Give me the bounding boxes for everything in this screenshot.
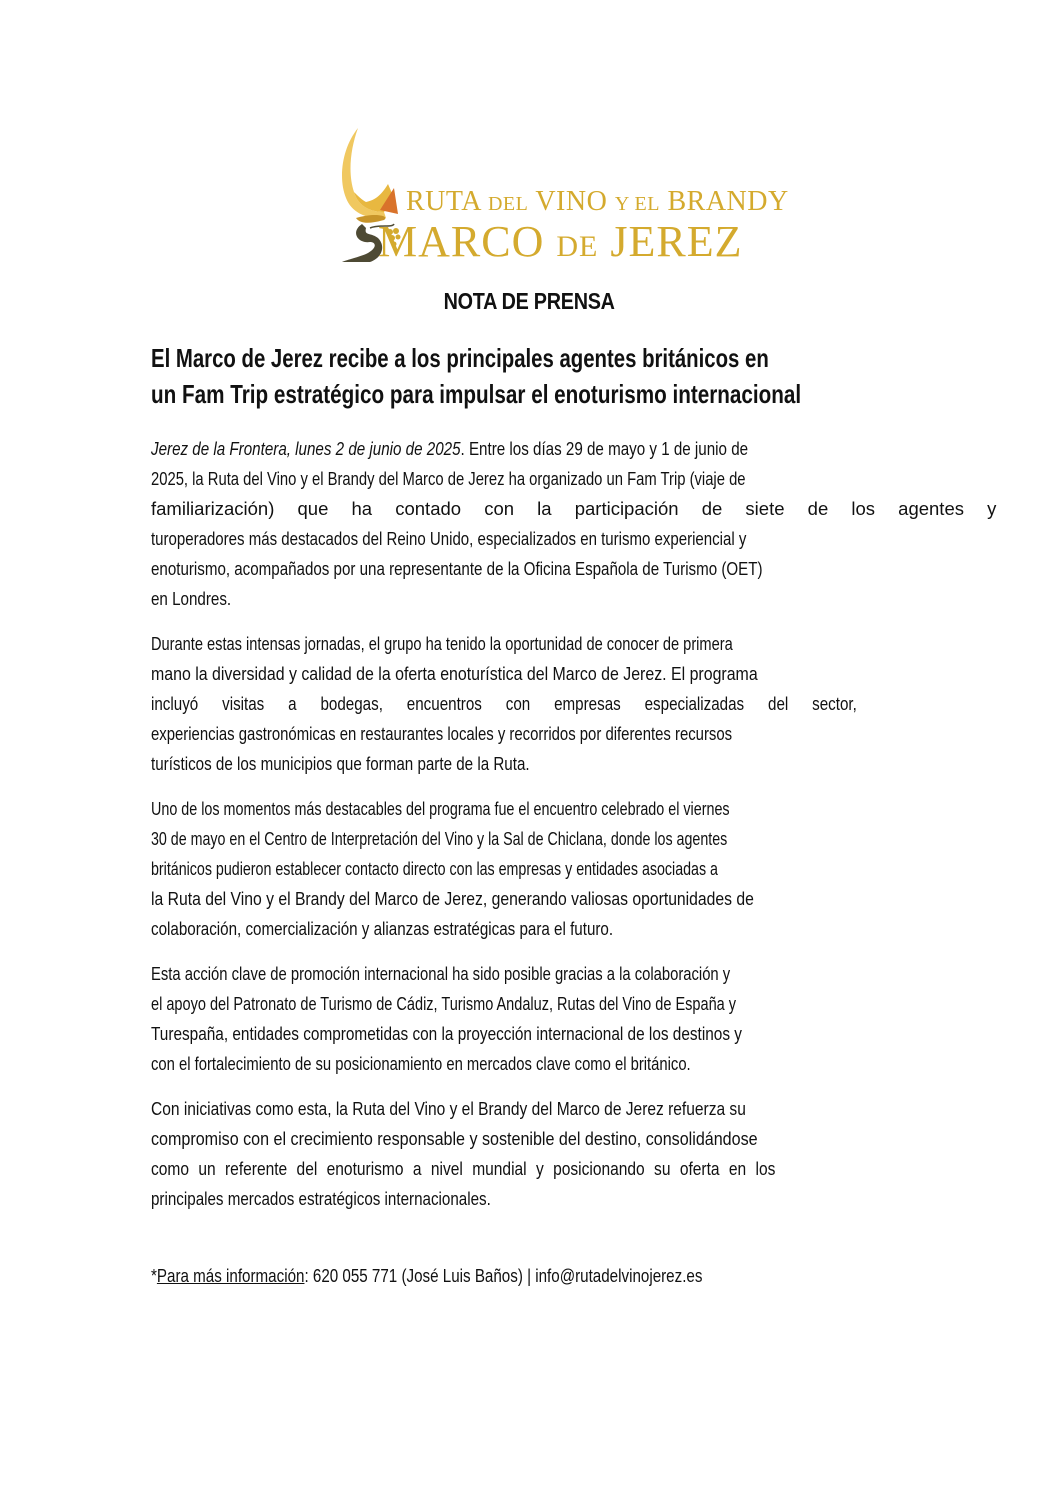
paragraph-line: en Londres. — [151, 588, 232, 609]
document-label: NOTA DE PRENSA — [443, 288, 615, 314]
paragraph-1 — [151, 434, 997, 614]
paragraph-line: como un referente del enoturismo a nivel mundial y posicionando su oferta en los — [151, 1158, 776, 1179]
paragraph-line: principales mercados estratégicos internacionales. — [151, 1188, 491, 1209]
headline — [151, 340, 907, 412]
paragraph-line: colaboración, comercialización y alianzas estratégicas para el futuro. — [151, 918, 614, 939]
ruta-del-vino-logo — [336, 128, 789, 268]
headline-line: El Marco de Jerez recibe a los principales agentes británicos en — [151, 343, 769, 373]
paragraph-line: enoturismo, acompañados por una representante de la Oficina Española de Turismo (OET) — [151, 558, 763, 579]
paragraph-5 — [151, 1094, 907, 1214]
paragraph-line: Durante estas intensas jornadas, el grupo ha tenido la oportunidad de conocer de primera — [151, 633, 733, 654]
paragraph-line: turísticos de los municipios que forman parte de la Ruta. — [151, 753, 530, 774]
paragraph-line: Con iniciativas como esta, la Ruta del Vino y el Brandy del Marco de Jerez refuerza su — [151, 1098, 746, 1119]
paragraph-line: Esta acción clave de promoción internacional ha sido posible gracias a la colaboración y — [151, 963, 731, 984]
more-info-link[interactable]: Para más información — [156, 1265, 305, 1286]
paragraph-line: Jerez de la Frontera, lunes 2 de junio de 2025. Entre los días 29 de mayo y 1 de junio de — [151, 438, 749, 459]
paragraph-line: turoperadores más destacados del Reino Unido, especializados en turismo experiencial y — [151, 528, 747, 549]
contact-info — [151, 1265, 824, 1287]
paragraph-3 — [151, 794, 907, 944]
paragraph-line: el apoyo del Patronato de Turismo de Cádiz, Turismo Andaluz, Rutas del Vino de España y — [151, 993, 737, 1014]
paragraph-line: incluyó visitas a bodegas, encuentros con empresas especializadas del sector, — [151, 693, 857, 714]
paragraph-line: experiencias gastronómicas en restaurantes locales y recorridos por diferentes recursos — [151, 723, 733, 744]
paragraph-line: familiarización) que ha contado con la participación de siete de los agentes y — [151, 498, 997, 519]
paragraph-line: 2025, la Ruta del Vino y el Brandy del Marco de Jerez ha organizado un Fam Trip (viaje de — [151, 468, 746, 489]
paragraph-line: Turespaña, entidades comprometidas con la proyección internacional de los destinos y — [151, 1023, 742, 1044]
body-text — [151, 434, 997, 1229]
logo-text-marco-de-jerez: MARCO DE JEREZ — [378, 217, 743, 266]
asterisk: * — [151, 1265, 157, 1286]
paragraph-2 — [151, 629, 907, 779]
paragraph-line: Uno de los momentos más destacables del programa fue el encuentro celebrado el viernes — [151, 798, 730, 819]
contact-details: : 620 055 771 (José Luis Baños) | info@rutadelvinojerez.es — [304, 1265, 703, 1286]
paragraph-line: con el fortalecimiento de su posicionamiento en mercados clave como el británico. — [151, 1053, 691, 1074]
paragraph-line: compromiso con el crecimiento responsable y sostenible del destino, consolidándose — [151, 1128, 758, 1149]
paragraph-line: británicos pudieron establecer contacto directo con las empresas y entidades asociadas a — [151, 858, 718, 879]
headline-line: un Fam Trip estratégico para impulsar el enoturismo internacional — [151, 379, 802, 409]
paragraph-line: 30 de mayo en el Centro de Interpretación del Vino y la Sal de Chiclana, donde los agentes — [151, 828, 728, 849]
dateline: Jerez de la Frontera, lunes 2 de junio de 2025 — [151, 438, 461, 459]
paragraph-line: la Ruta del Vino y el Brandy del Marco de Jerez, generando valiosas oportunidades de — [151, 888, 754, 909]
logo-text-ruta-del-vino: RUTA DEL VINO Y EL BRANDY — [406, 186, 789, 217]
paragraph-line: mano la diversidad y calidad de la oferta enoturística del Marco de Jerez. El programa — [151, 663, 758, 684]
paragraph-4 — [151, 959, 907, 1079]
